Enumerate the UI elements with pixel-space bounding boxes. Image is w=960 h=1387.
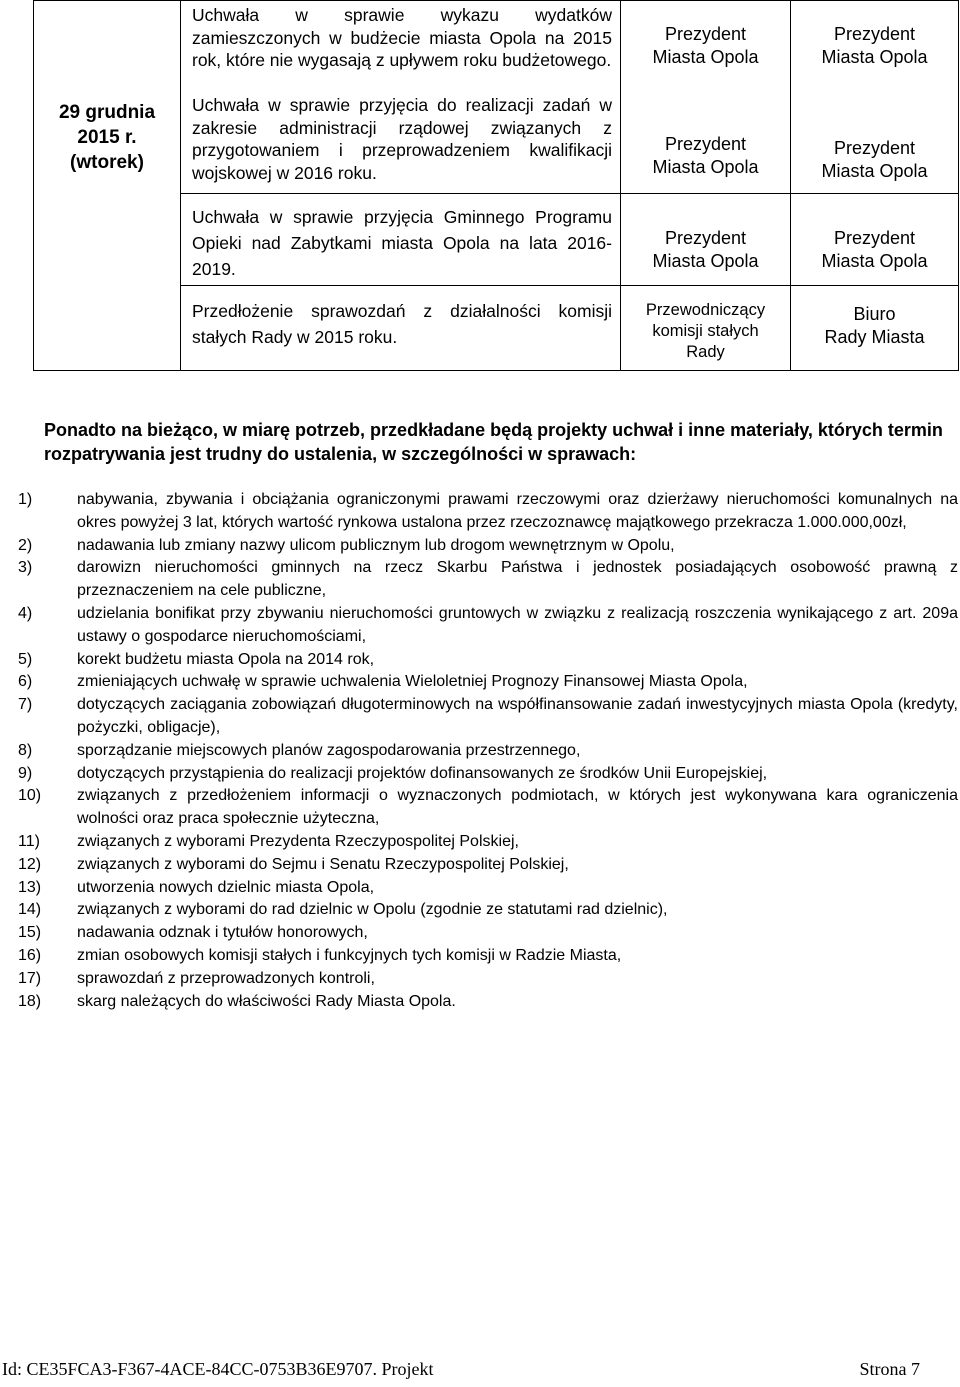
- list-item: [18, 740, 958, 763]
- subject-cell: [181, 1, 621, 194]
- list-item-text: zmian osobowych komisji stałych i funkcyjnych tych komisji w Radzie Miasta,: [77, 946, 622, 964]
- author-text: Prezydent Miasta Opola: [652, 134, 759, 177]
- list-item-number: 1): [18, 491, 33, 508]
- subject-text: Uchwała w sprawie wykazu wydatków zamieszczonych w budżecie miasta Opola na 2015 rok, które nie wygasają z upływem roku budżetowego.: [192, 5, 612, 70]
- list-item: [18, 535, 958, 558]
- list-item-number: 4): [18, 604, 33, 622]
- executor-cell: [791, 194, 959, 286]
- session-plan-table: [33, 0, 959, 371]
- list-item: [18, 877, 958, 900]
- subject-text: Uchwała w sprawie przyjęcia Gminnego Programu Opieki nad Zabytkami miasta Opola na lata 2016-2019.: [192, 207, 612, 279]
- list-item-text: korekt budżetu miasta Opola na 2014 rok,: [77, 650, 375, 668]
- list-item-number: 17): [18, 969, 42, 987]
- list-item-text: skarg należących do właściwości Rady Miasta Opola.: [77, 992, 456, 1010]
- author-text: Przewodniczący komisji stałych Rady: [645, 301, 766, 361]
- list-item-text: sporządzanie miejscowych planów zagospodarowania przestrzennego,: [77, 741, 581, 759]
- list-item-number: 10): [18, 787, 42, 805]
- list-item-text: zmieniających uchwałę w sprawie uchwalenia Wieloletniej Prognozy Finansowej Miasta Opola,: [77, 673, 748, 691]
- list-item-text: udzielania bonifikat przy zbywaniu nieruchomości gruntowych w związku z realizacją roszczenia wynikającego z art. 209a ustawy o gospodarce nieruchomościami,: [77, 604, 958, 645]
- list-item: [18, 854, 958, 877]
- list-item: [18, 694, 958, 740]
- page-footer: [0, 1359, 960, 1383]
- subject-text: Uchwała w sprawie przyjęcia do realizacji zadań w zakresie administracji rządowej związanych z przygotowaniem i przeprowadzeniem kwalifikacji wojskowej w 2016 roku.: [192, 95, 612, 183]
- executor-text: Prezydent Miasta Opola: [821, 24, 928, 67]
- executor-cell: [791, 286, 959, 371]
- list-item: [18, 899, 958, 922]
- list-item-text: sprawozdań z przeprowadzonych kontroli,: [77, 969, 375, 987]
- author-cell: [621, 1, 791, 194]
- list-item-number: 7): [18, 696, 33, 714]
- table-row: [34, 1, 959, 194]
- list-item-text: dotyczących zaciągania zobowiązań długoterminowych na współfinansowanie zadań inwestycyjnych miasta Opola (kredyty, pożyczki, obligacje),: [77, 696, 958, 736]
- list-item: [18, 922, 958, 945]
- list-item-text: związanych z wyborami Prezydenta Rzeczypospolitej Polskiej,: [77, 832, 519, 850]
- list-item-text: nabywania, zbywania i obciążania ograniczonymi prawami rzeczowymi oraz dzierżawy nieruchomości komunalnych na okres powyżej 3 lat, których wartość rynkowa ustalona przez rzeczoznawcę majątkowego przekracza 1.000.000,00zł,: [77, 491, 958, 531]
- list-item-number: 18): [18, 992, 42, 1010]
- intro-paragraph: Ponadto na bieżąco, w miarę potrzeb, przedkładane będą projekty uchwał i inne materiały, których termin rozpatrywania jest trudny do ustalenia, w szczególności w sprawach:: [44, 420, 943, 464]
- list-item: [18, 649, 958, 672]
- list-item-text: nadawania odznak i tytułów honorowych,: [77, 924, 368, 942]
- list-item-number: 5): [18, 650, 33, 668]
- list-item: [18, 991, 958, 1014]
- list-item: [18, 945, 958, 968]
- session-date: 29 grudnia 2015 r. (wtorek): [58, 102, 156, 173]
- subject-cell: [181, 194, 621, 286]
- list-item-number: 2): [18, 536, 33, 554]
- list-item-text: darowizn nieruchomości gminnych na rzecz Skarbu Państwa i jednostek posiadających osobowość prawną z przeznaczeniem na cele publiczne,: [77, 559, 958, 600]
- list-item: [18, 968, 958, 991]
- list-item-number: 6): [18, 673, 33, 691]
- list-item: [18, 763, 958, 786]
- author-cell: [621, 194, 791, 286]
- list-item: [18, 785, 958, 831]
- session-date-cell: [34, 1, 181, 371]
- author-text: Prezydent Miasta Opola: [652, 24, 759, 67]
- subject-text: Przedłożenie sprawozdań z działalności komisji stałych Rady w 2015 roku.: [192, 301, 612, 347]
- list-item-text: dotyczących przystąpienia do realizacji projektów dofinansowanych ze środków Unii Europejskiej,: [77, 764, 768, 782]
- list-item-number: 13): [18, 878, 42, 896]
- page-number: Strona 7: [859, 1359, 920, 1379]
- executor-text: Prezydent Miasta Opola: [821, 138, 928, 181]
- list-item: [18, 603, 958, 649]
- subject-cell: [181, 286, 621, 371]
- list-item-number: 16): [18, 946, 42, 964]
- list-item-text: nadawania lub zmiany nazwy ulicom publicznym lub drogom wewnętrznym w Opolu,: [77, 536, 675, 554]
- list-item: [18, 557, 958, 603]
- list-item-number: 3): [18, 559, 33, 577]
- executor-cell: [791, 1, 959, 194]
- list-item: [18, 831, 958, 854]
- list-item-number: 11): [18, 832, 40, 850]
- list-item-number: 15): [18, 924, 42, 942]
- author-text: Prezydent Miasta Opola: [652, 228, 759, 271]
- executor-text: Biuro Rady Miasta: [824, 304, 925, 347]
- list-item-text: utworzenia nowych dzielnic miasta Opola,: [77, 878, 375, 896]
- list-item-text: związanych z przedłożeniem informacji o wyznaczonych podmiotach, w których jest wykonywana kara ograniczenia wolności oraz praca społecznie użyteczna,: [77, 787, 958, 828]
- document-id: Id: CE35FCA3-F367-4ACE-84CC-0753B36E9707. Projekt: [2, 1359, 434, 1379]
- executor-text: Prezydent Miasta Opola: [821, 228, 928, 271]
- list-item-number: 14): [18, 901, 42, 919]
- author-cell: [621, 286, 791, 371]
- list-item-text: związanych z wyborami do Sejmu i Senatu Rzeczypospolitej Polskiej,: [77, 855, 569, 873]
- list-item: [18, 671, 958, 694]
- list-item-number: 8): [18, 741, 33, 759]
- list-item-number: 9): [18, 764, 33, 782]
- matters-list: [18, 489, 958, 1013]
- list-item-number: 12): [18, 855, 42, 873]
- list-item: [18, 489, 958, 535]
- list-item-text: związanych z wyborami do rad dzielnic w Opolu (zgodnie ze statutami rad dzielnic),: [77, 901, 668, 919]
